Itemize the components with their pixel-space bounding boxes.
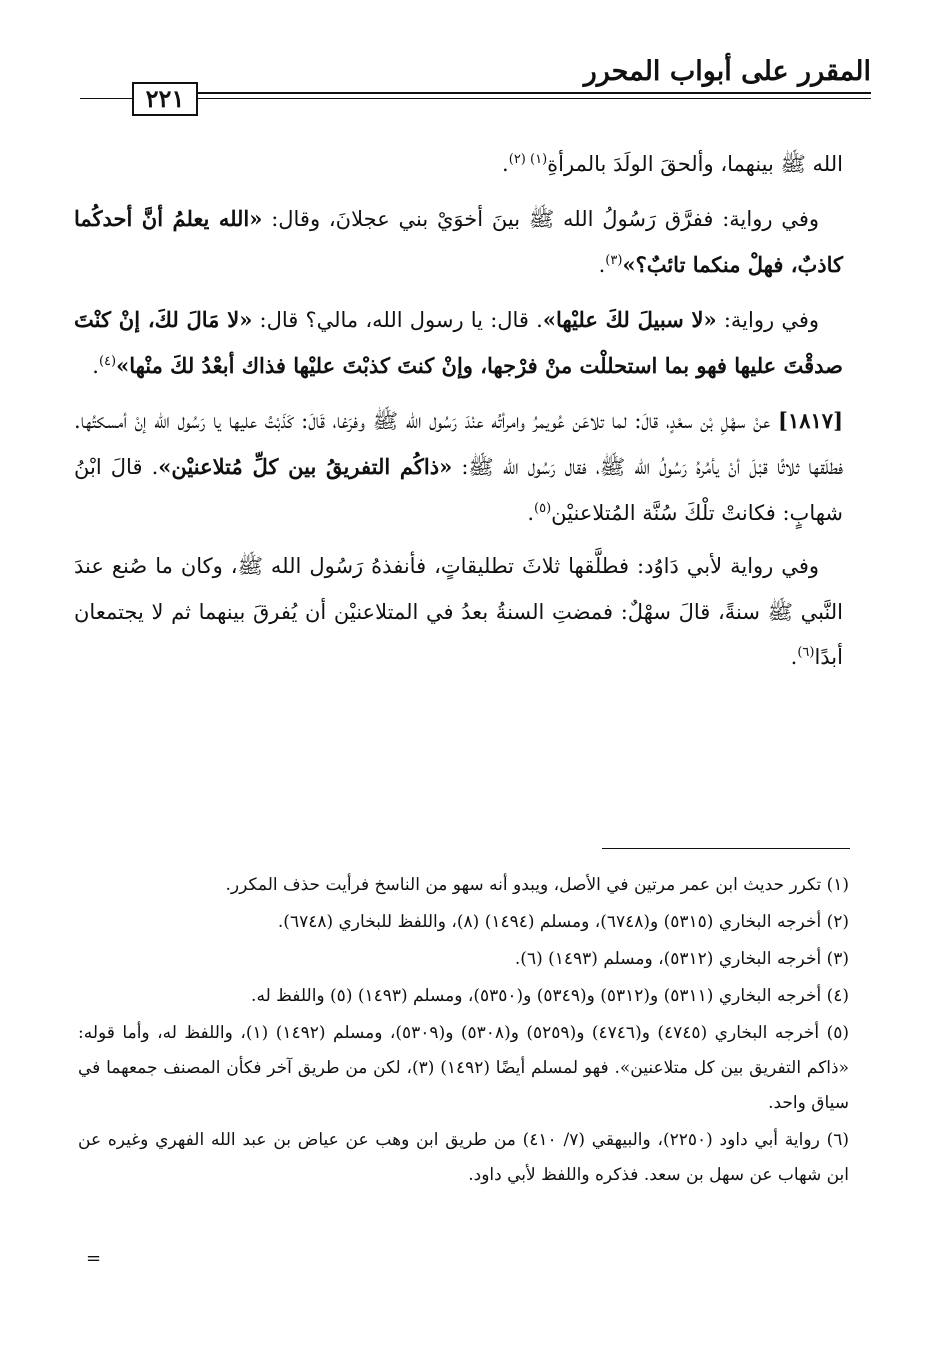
footnote-ref: (٦): [797, 645, 815, 660]
running-title: المقرر على أبواب المحرر: [583, 56, 871, 87]
footnote-ref: (٤): [98, 354, 117, 369]
main-text: [74, 142, 843, 689]
footnote: (٥) أخرجه البخاري (٤٧٤٥) و(٤٧٤٦) و(٥٢٥٩) و(٥٣٠٨) و(٥٣٠٩)، ومسلم (١٤٩٢) (١)، واللفظ له، وأما قوله: «ذاكم التفريق بين كل متلاعنين». فهو لمسلم أيضًا (١٤٩٢) (٣)، لكن من طريق آخر فكأن المصنف جمعهما في سياق واحد.: [78, 1023, 849, 1113]
header-rule: [198, 98, 871, 99]
hadith-quote: «لا سبيلَ لكَ عليْها»: [542, 306, 717, 332]
hadith-quote: «لا مَالَ لكَ، إنْ كنْتَ صدقْتَ عليها فهو بما استحللْت منْ فرْجها، وإنْ كنتَ كذبْتَ عليْها فذاك أبعْدُ لكَ منْها»: [74, 306, 843, 378]
footnote-ref: (٣): [605, 253, 623, 268]
footnotes: [78, 868, 849, 1195]
footnote-ref: (٥): [534, 500, 552, 516]
footnote: (١) تكرر حديث ابن عمر مرتين في الأصل، ويبدو أنه سهو من الناسخ فرأيت حذف المكرر.: [225, 875, 849, 895]
hadith-quote: «الله يعلمُ أنَّ أحدكُما كاذبٌ، فهلْ منكما تائبٌ؟»: [74, 205, 843, 277]
footnote: (٣) أخرجه البخاري (٥٣١٢)، ومسلم (١٤٩٣) (٦).: [514, 949, 849, 969]
footnote-ref: (١) (٢): [508, 152, 548, 167]
header-rule: [80, 98, 132, 99]
footnote: (٦) رواية أبي داود (٢٢٥٠)، والبيهقي (٧/ ٤١٠) من طريق ابن وهب عن عياض بن عبد الله الفهري وغيره عن ابن شهاب عن سهل بن سعد. فذكره واللفظ لأبي داود.: [78, 1130, 849, 1185]
footnote-separator: [602, 848, 850, 849]
hadith-quote: «ذاكُم التفريقُ بين كلِّ مُتلاعنيْن»: [158, 454, 453, 479]
continuation-mark: =: [86, 1248, 102, 1269]
paragraph: وفي رواية لأبي دَاوُد: فطلَّقها ثلاثَ تطليقاتٍ، فأنفذهُ رَسُول الله ﷺ، وكان ما صُنع عندَ النَّبي ﷺ سنةً، قالَ سهْلٌ: فمضتِ السنةُ بعدُ في المتلاعنيْن أن يُفرقَ بينهما ثم لا يجتمعان أبدًا$^{(٦)}$.: [74, 554, 843, 669]
paragraph: الله ﷺ بينهما، وألحقَ الولَدَ بالمرأةِ$^{(١) (٢)}$.: [502, 152, 843, 176]
hadith-number: [١٨١٧]: [778, 407, 843, 433]
paragraph: وفي رواية: ففرَّق رَسُولُ الله ﷺ بينَ أخوَيْ بني عجلانَ، وقال: «الله يعلمُ أنَّ أحدكُما كاذبٌ، فهلْ منكما تائبٌ؟»$^{(٣)}$.: [74, 205, 843, 277]
paragraph: [١٨١٧] عنْ سهْلِ بْن سعْدٍ، قالَ: لما تلاعَن عُويمرُ وامرأتُه عنْدَ رَسُول الله ﷺ وفرَغا، قَالَ: كَذَبْتُ عليها يا رَسُول الله إنْ أمسكتُها. فطلَقها ثلاثًا قبْلَ أنْ يأمُرهُ رَسُولُ الله ﷺ، فقال رَسُول الله ﷺ: «ذاكُم التفريقُ بين كلِّ مُتلاعنيْن». قالَ ابْنُ شهابٍ: فكانتْ تلْكَ سُنَّة المُتلاعنيْن$^{(٥)}$.: [74, 407, 843, 525]
paragraph: وفي رواية: «لا سبيلَ لكَ عليْها». قال: يا رسول الله، مالي؟ قال: «لا مَالَ لكَ، إنْ كنْتَ صدقْتَ عليها فهو بما استحللْت منْ فرْجها، وإنْ كنتَ كذبْتَ عليْها فذاك أبعْدُ لكَ منْها»$^{(٤)}$.: [74, 306, 843, 378]
footnote: (٢) أخرجه البخاري (٥٣١٥) و(٦٧٤٨)، ومسلم (١٤٩٤) (٨)، واللفظ للبخاري (٦٧٤٨).: [277, 912, 849, 932]
page-number: ٢٢١: [132, 82, 198, 116]
header-rule: [198, 92, 871, 94]
footnote: (٤) أخرجه البخاري (٥٣١١) و(٥٣١٢) و(٥٣٤٩) و(٥٣٥٠)، ومسلم (١٤٩٣) (٥) واللفظ له.: [251, 986, 849, 1006]
